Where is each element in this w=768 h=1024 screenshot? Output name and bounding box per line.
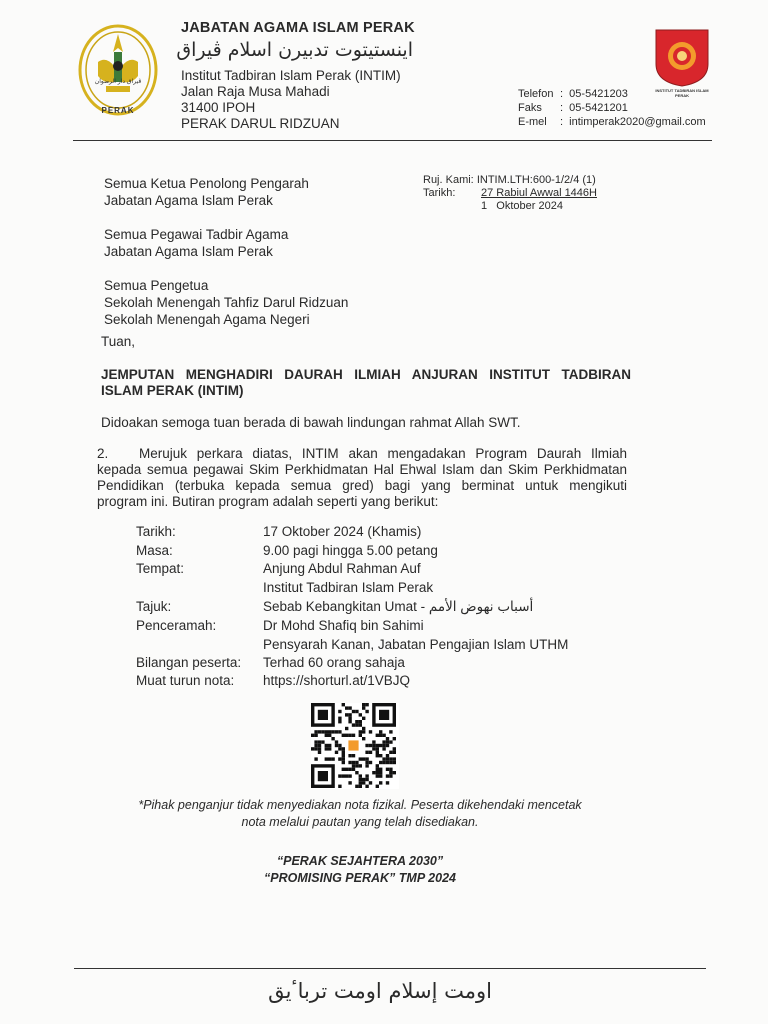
ruj-value: INTIM.LTH:600-1/2/4 (1) bbox=[476, 174, 596, 186]
tarikh-row bbox=[423, 187, 597, 200]
note-line: *Pihak penganjur tidak menyediakan nota fizikal. Peserta dikehendaki mencetak bbox=[138, 798, 582, 812]
org-jawi-name: اينستيتوت تدبيرن اسلام ڤيراق bbox=[176, 39, 413, 61]
reference-block bbox=[423, 174, 597, 213]
detail-label: Bilangan peserta: bbox=[136, 655, 242, 670]
org-name: JABATAN AGAMA ISLAM PERAK bbox=[181, 20, 415, 36]
para-line: program ini. Butiran program adalah seperti yang berikut: bbox=[97, 494, 439, 509]
subject-line: JEMPUTAN MENGHADIRI DAURAH ILMIAH ANJURAN INSTITUT TADBIRAN bbox=[101, 367, 631, 382]
subject bbox=[101, 367, 631, 399]
detail-label: Tarikh: bbox=[136, 524, 176, 539]
crest-jawi: ڤيراق دار الرضوان bbox=[94, 78, 142, 85]
tarikh-label: Tarikh: bbox=[423, 187, 456, 199]
contact-value[interactable]: intimperak2020@gmail.com bbox=[569, 116, 706, 128]
ruj-label: Ruj. Kami: bbox=[423, 174, 474, 186]
detail-value: Terhad 60 orang sahaja bbox=[263, 655, 405, 670]
tajuk-arabic: أسباب نهوض الأمم bbox=[428, 599, 534, 614]
org-address bbox=[181, 68, 401, 132]
recipient-line: Semua Pengetua bbox=[104, 278, 209, 293]
contact-phone: Telefon : 05-5421203 bbox=[518, 88, 628, 100]
header-divider bbox=[73, 140, 712, 141]
hijri-date: 27 Rabiul Awwal 1446H bbox=[481, 187, 597, 199]
detail-value: Anjung Abdul Rahman Auf bbox=[263, 561, 421, 576]
detail-value: Dr Mohd Shafiq bin Sahimi bbox=[263, 618, 424, 633]
detail-label: Muat turun nota: bbox=[136, 673, 235, 688]
contact-value: 05-5421203 bbox=[569, 88, 628, 100]
contact-fax: Faks : 05-5421201 bbox=[518, 102, 628, 114]
para-line: kepada semua pegawai Skim Perkhidmatan Hal Ehwal Islam dan Skim Perkhidmatan bbox=[97, 462, 627, 477]
detail-label: Tajuk: bbox=[136, 599, 172, 614]
intim-logo-text: INSTITUT TADBIRAN ISLAM PERAK bbox=[655, 88, 709, 98]
footer-jawi: اومت إسلام اومت ترباٴيق bbox=[268, 979, 492, 1003]
qr-code[interactable] bbox=[311, 703, 399, 789]
perak-crest-logo bbox=[76, 22, 160, 118]
recipient-line: Sekolah Menengah Tahfiz Darul Ridzuan bbox=[104, 295, 349, 310]
tajuk-latin: Sebab Kebangkitan Umat - bbox=[263, 599, 426, 614]
para-line: Merujuk perkara diatas, INTIM akan mengadakan Program Daurah Ilmiah bbox=[139, 446, 627, 461]
detail-value: Institut Tadbiran Islam Perak bbox=[263, 580, 434, 595]
detail-value-tajuk bbox=[263, 599, 533, 615]
crest-caption: PERAK bbox=[101, 106, 135, 115]
subject-line: ISLAM PERAK (INTIM) bbox=[101, 383, 244, 398]
recipient-line: Jabatan Agama Islam Perak bbox=[104, 244, 273, 259]
recipient-line: Sekolah Menengah Agama Negeri bbox=[104, 312, 310, 327]
recipient-line: Semua Ketua Penolong Pengarah bbox=[104, 176, 309, 191]
opening-sentence: Didoakan semoga tuan berada di bawah lindungan rahmat Allah SWT. bbox=[101, 415, 521, 430]
contact-email: E-mel : intimperak2020@gmail.com bbox=[518, 116, 706, 128]
recipients bbox=[104, 175, 348, 328]
gregorian-date: 1 Oktober 2024 bbox=[481, 200, 563, 212]
address-line: Institut Tadbiran Islam Perak (INTIM) bbox=[181, 68, 401, 83]
download-link[interactable]: https://shorturl.at/1VBJQ bbox=[263, 673, 411, 688]
slogan-line: “PERAK SEJAHTERA 2030” bbox=[276, 854, 444, 868]
address-line: Jalan Raja Musa Mahadi bbox=[181, 84, 330, 99]
ruj-row bbox=[423, 174, 597, 187]
slogan-line: “PROMISING PERAK” TMP 2024 bbox=[264, 871, 456, 885]
para-number: 2. bbox=[97, 446, 109, 461]
detail-value: 17 Oktober 2024 (Khamis) bbox=[263, 524, 422, 539]
intim-logo bbox=[654, 28, 710, 98]
note bbox=[100, 797, 620, 831]
recipient-line: Semua Pegawai Tadbir Agama bbox=[104, 227, 289, 242]
footer-divider bbox=[74, 968, 706, 969]
detail-value: Pensyarah Kanan, Jabatan Pengajian Islam UTHM bbox=[263, 637, 569, 652]
slogans bbox=[220, 853, 500, 887]
address-line: PERAK DARUL RIDZUAN bbox=[181, 116, 340, 131]
contact-label: Telefon bbox=[518, 88, 554, 100]
salutation: Tuan, bbox=[101, 334, 136, 349]
recipient-line: Jabatan Agama Islam Perak bbox=[104, 193, 273, 208]
contact-label: E-mel bbox=[518, 116, 547, 128]
contact-value: 05-5421201 bbox=[569, 102, 628, 114]
detail-label: Masa: bbox=[136, 543, 173, 558]
address-line: 31400 IPOH bbox=[181, 100, 256, 115]
contact-label: Faks bbox=[518, 102, 542, 114]
detail-value: 9.00 pagi hingga 5.00 petang bbox=[263, 543, 438, 558]
detail-label: Penceramah: bbox=[136, 618, 217, 633]
paragraph-2 bbox=[97, 446, 627, 510]
detail-label: Tempat: bbox=[136, 561, 185, 576]
para-line: Pendidikan (terbuka kepada semua gred) bagi yang berminat untuk mengikuti bbox=[97, 478, 627, 493]
note-line: nota melalui pautan yang telah disediakan. bbox=[241, 815, 479, 829]
